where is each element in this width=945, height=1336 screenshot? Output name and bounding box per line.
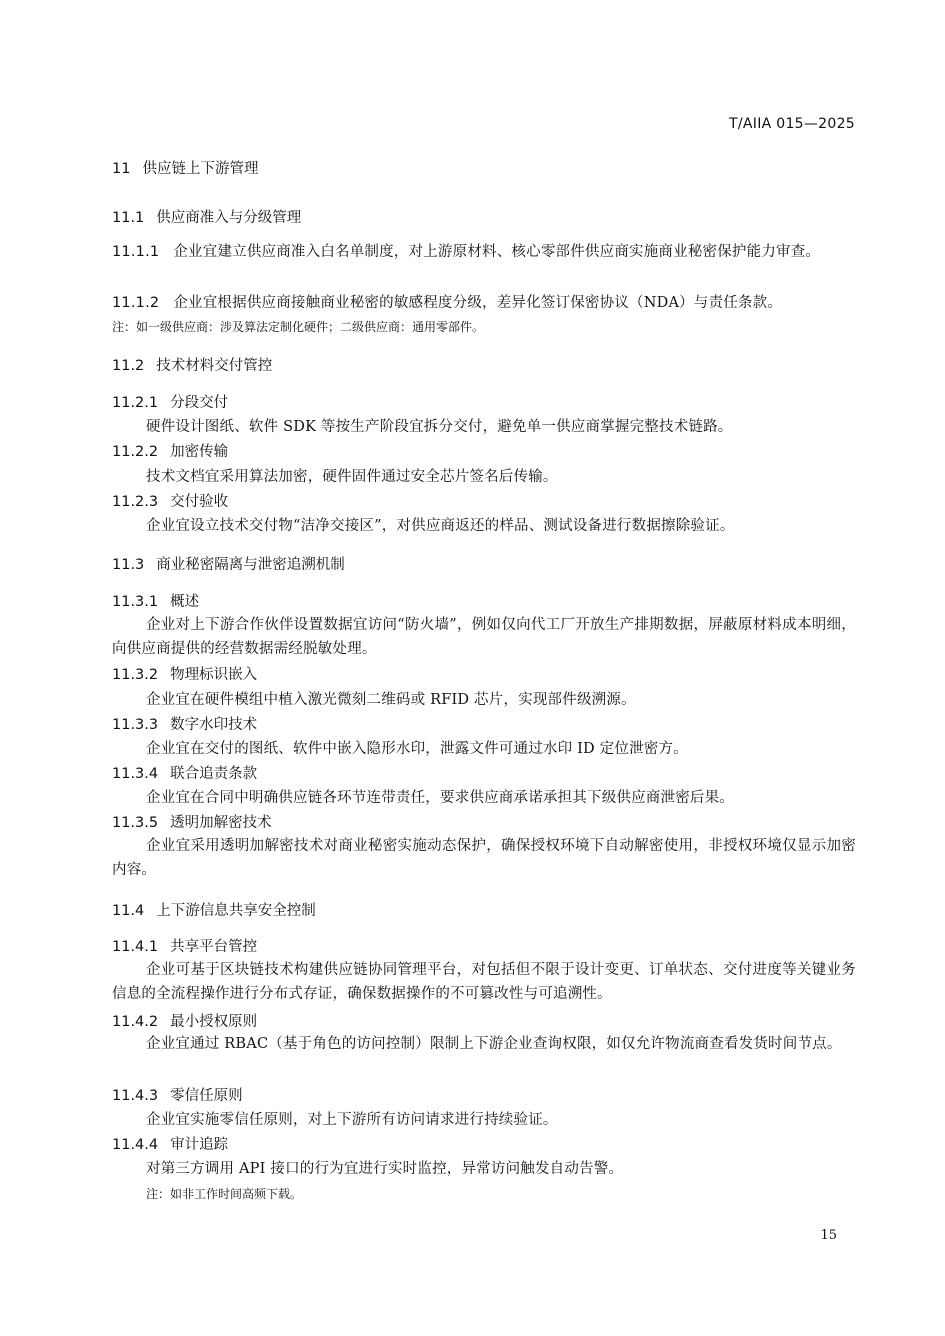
clause-heading-11-4-3 [112,1084,243,1105]
clause-number: 11.4.2 [112,1014,159,1030]
clause-number: 11.2.3 [112,494,159,510]
clause-number: 11.4.4 [112,1137,159,1153]
clause-text-11-3-1: 企业对上下游合作伙伴设置数据宜访问“防火墙”，例如仅向代工厂开放生产排期数据，屏蔽原材料成本明细，向供应商提供的经营数据需经脱敏处理。 [112,617,856,657]
section-title: 供应链上下游管理 [142,161,259,177]
clause-text-11-3-4: 企业宜在合同中明确供应链各环节连带责任，要求供应商承诺承担其下级供应商泄密后果。 [146,790,734,806]
clause-title: 概述 [170,594,200,610]
clause-number: 11.2.1 [112,395,159,411]
clause-number: 11.3.1 [112,594,159,610]
clause-heading-11-4-4 [112,1133,228,1154]
clause-text-11-4-2: 企业宜通过 RBAC（基于角色的访问控制）限制上下游企业查询权限，如仅允许物流商查看发货时间节点。 [146,1036,842,1052]
clause-title: 加密传输 [170,444,229,460]
clause-title: 物理标识嵌入 [170,667,258,683]
clause-heading-11-4-2 [112,1010,257,1031]
note-11-1: 注：如一级供应商：涉及算法定制化硬件；二级供应商：通用零部件。 [112,320,485,334]
clause-heading-11-3-2 [112,663,257,684]
subsection-heading-11-2 [112,354,272,375]
clause-text-11-2-3: 企业宜设立技术交付物“洁净交接区”，对供应商返还的样品、测试设备进行数据擦除验证。 [146,518,735,534]
clause-heading-11-3-1 [112,590,199,611]
clause-heading-11-2-3 [112,490,228,511]
clause-title: 交付验收 [170,494,229,510]
subsection-heading-11-3 [112,553,345,574]
clause-title: 最小授权原则 [170,1014,258,1030]
note-11-4: 注：如非工作时间高频下载。 [146,1187,303,1201]
clause-heading-11-4-1 [112,935,257,956]
clause-heading-11-2-2 [112,440,228,461]
clause-title: 共享平台管控 [170,939,258,955]
clause-title: 联合追责条款 [170,766,258,782]
clause-title: 透明加解密技术 [170,815,272,831]
clause-heading-11-3-4 [112,762,257,783]
document-id: T/AIIA 015—2025 [729,116,855,132]
subsection-title: 技术材料交付管控 [156,358,273,374]
clause-title: 零信任原则 [170,1088,243,1104]
subsection-title: 上下游信息共享安全控制 [156,903,316,919]
clause-text-11-4-4: 对第三方调用 API 接口的行为宜进行实时监控，异常访问触发自动告警。 [146,1161,624,1177]
clause-number: 11.3.2 [112,667,159,683]
subsection-title: 商业秘密隔离与泄密追溯机制 [156,557,345,573]
clause-heading-11-2-1 [112,391,228,412]
clause-number: 11.1.2 [112,295,160,311]
clause-number: 11.4.3 [112,1088,159,1104]
section-number: 11 [112,161,131,177]
clause-text-11-4-1: 企业可基于区块链技术构建供应链协同管理平台，对包括但不限于设计变更、订单状态、交付进度等关键业务信息的全流程操作进行分布式存证，确保数据操作的不可篡改性与可追溯性。 [112,962,856,1002]
clause-heading-11-3-5 [112,811,272,832]
clause-number: 11.3.3 [112,717,159,733]
clause-heading-11-3-3 [112,713,257,734]
clause-text-11-2-2: 技术文档宜采用算法加密，硬件固件通过安全芯片签名后传输。 [146,469,558,485]
clause-number: 11.1.1 [112,244,160,260]
clause-text-11-4-3: 企业宜实施零信任原则，对上下游所有访问请求进行持续验证。 [146,1112,558,1128]
subsection-heading-11-4 [112,899,316,920]
section-heading [112,157,258,178]
subsection-number: 11.4 [112,903,145,919]
clause-number: 11.2.2 [112,444,159,460]
page-number: 15 [820,1228,837,1243]
clause-title: 审计追踪 [170,1137,229,1153]
subsection-title: 供应商准入与分级管理 [156,210,302,226]
clause-text: 企业宜根据供应商接触商业秘密的敏感程度分级，差异化签订保密协议（NDA）与责任条款。 [173,295,783,311]
subsection-heading-11-1 [112,206,301,227]
clause-11-1-2 [112,291,782,312]
clause-text: 企业宜建立供应商准入白名单制度，对上游原材料、核心零部件供应商实施商业秘密保护能力审查。 [173,244,821,260]
clause-text-11-2-1: 硬件设计图纸、软件 SDK 等按生产阶段宜拆分交付，避免单一供应商掌握完整技术链路。 [146,419,733,435]
clause-text-11-3-5: 企业宜采用透明加解密技术对商业秘密实施动态保护，确保授权环境下自动解密使用，非授权环境仅显示加密内容。 [112,838,856,878]
subsection-number: 11.1 [112,210,145,226]
subsection-number: 11.3 [112,557,145,573]
clause-number: 11.3.4 [112,766,159,782]
clause-text-11-3-3: 企业宜在交付的图纸、软件中嵌入隐形水印，泄露文件可通过水印 ID 定位泄密方。 [146,741,688,757]
subsection-number: 11.2 [112,358,145,374]
clause-11-1-1 [112,240,856,264]
clause-title: 分段交付 [170,395,229,411]
clause-text-11-3-2: 企业宜在硬件模组中植入激光微刻二维码或 RFID 芯片，实现部件级溯源。 [146,692,636,708]
clause-number: 11.3.5 [112,815,159,831]
clause-title: 数字水印技术 [170,717,258,733]
clause-number: 11.4.1 [112,939,159,955]
